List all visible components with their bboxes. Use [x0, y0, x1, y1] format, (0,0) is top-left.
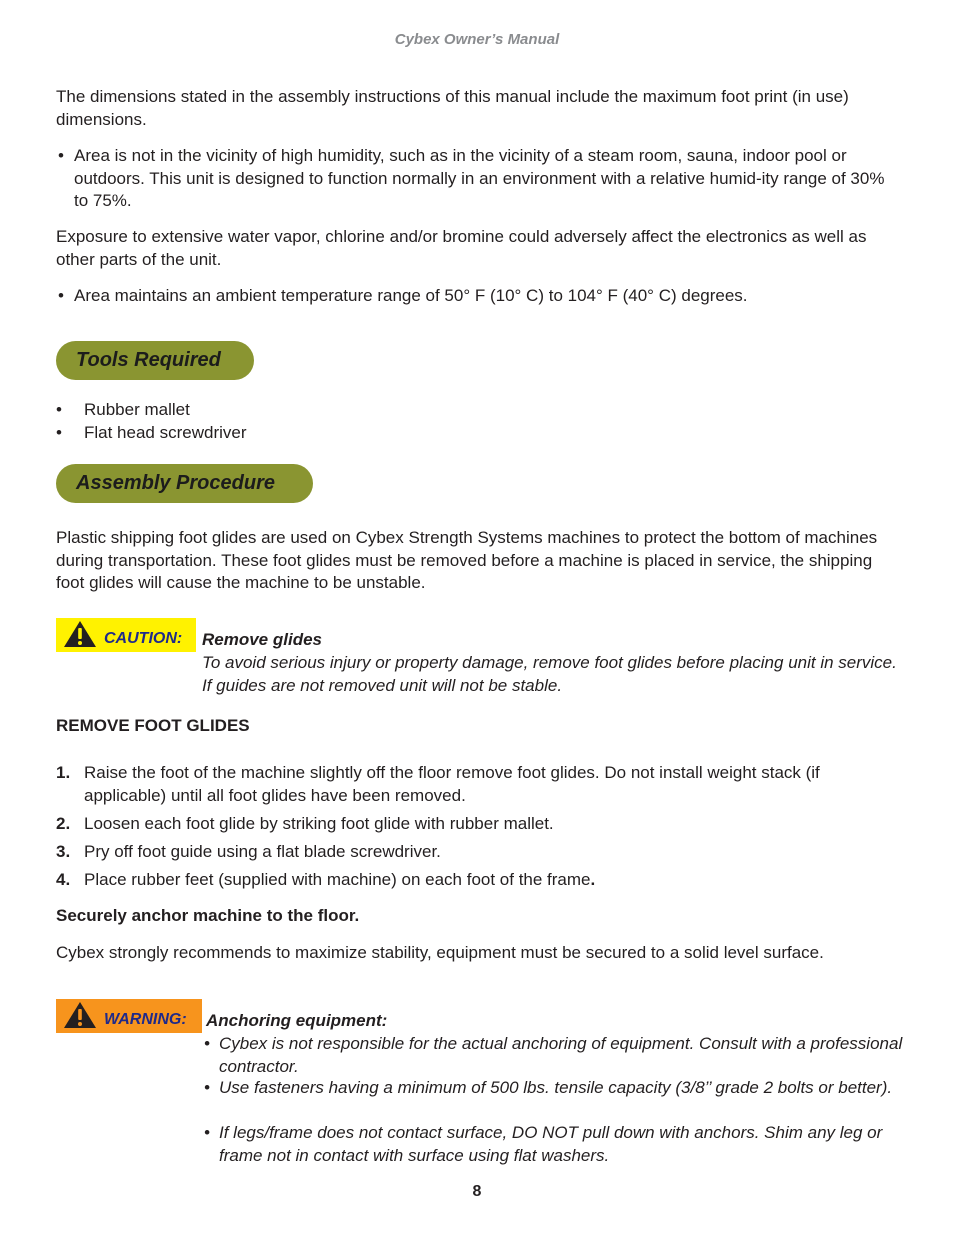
step-number: 2. [56, 814, 71, 833]
warning-flag [56, 999, 202, 1033]
warning-label: WARNING: [104, 1011, 187, 1028]
warning-triangle-icon [62, 1000, 98, 1030]
warning-title: Anchoring equipment: [206, 1011, 388, 1030]
step-text: Pry off foot guide using a flat blade screwdriver. [84, 842, 441, 861]
humidity-bullet-text: Area is not in the vicinity of high humidity, such as in the vicinity of a steam room, sauna, indoor pool or outdoors. This unit is designed to function normally in an environment with a relative humid-ity range of 30% to 75%. [74, 146, 885, 210]
glides-paragraph: Plastic shipping foot glides are used on Cybex Strength Systems machines to protect the bottom of machines during transportation. These foot glides must be removed before a machine is placed in service, the shipping foot glides will cause the machine to be unstable. [56, 528, 878, 592]
warning-item [204, 1033, 904, 1079]
caution-title: Remove glides [202, 630, 322, 649]
bullet-dot: • [56, 423, 62, 442]
temperature-bullet-text: Area maintains an ambient temperature range of 50° F (10° C) to 104° F (40° C) degrees. [74, 286, 748, 305]
anchor-paragraph: Cybex strongly recommends to maximize stability, equipment must be secured to a solid level surface. [56, 943, 824, 962]
caution-flag [56, 618, 196, 652]
assembly-procedure-heading: Assembly Procedure [56, 464, 313, 503]
bullet-dot: • [204, 1123, 210, 1142]
humidity-bullet [58, 145, 903, 213]
step-number: 4. [56, 870, 71, 889]
tool-item-text: Flat head screwdriver [84, 423, 247, 442]
running-header: Cybex Owner’s Manual [394, 31, 560, 48]
caution-body: To avoid serious injury or property damage, remove foot glides before placing unit in service. If guides are not removed unit will not be stable. [202, 653, 897, 695]
step-item [56, 762, 901, 808]
tool-item-text: Rubber mallet [84, 400, 190, 419]
step-item [56, 841, 901, 864]
tool-item [56, 421, 456, 444]
bullet-dot: • [58, 286, 64, 305]
tool-item [56, 398, 456, 421]
warning-item-text: If legs/frame does not contact surface, DO NOT pull down with anchors. Shim any leg or frame not in contact with surface using flat washers. [219, 1123, 883, 1165]
remove-foot-glides-heading: REMOVE FOOT GLIDES [56, 716, 250, 735]
bullet-dot: • [56, 400, 62, 419]
warning-triangle-icon [62, 619, 98, 649]
warning-item-text: Use fasteners having a minimum of 500 lbs. tensile capacity (3/8’’ grade 2 bolts or better). [219, 1078, 893, 1097]
step-text-period: . [590, 870, 596, 889]
caution-label: CAUTION: [104, 630, 183, 647]
anchor-heading: Securely anchor machine to the floor. [56, 906, 360, 925]
step-text: Raise the foot of the machine slightly off the floor remove foot glides. Do not install weight stack (if applicable) until all foot glides have been removed. [84, 763, 820, 805]
warning-item [204, 1122, 904, 1168]
warning-item [204, 1077, 904, 1123]
tools-required-heading: Tools Required [56, 341, 254, 380]
temperature-bullet [58, 285, 903, 308]
step-text: Loosen each foot glide by striking foot glide with rubber mallet. [84, 814, 554, 833]
step-item [56, 869, 901, 892]
step-number: 1. [56, 763, 71, 782]
warning-item-text: Cybex is not responsible for the actual anchoring of equipment. Consult with a professional contractor. [219, 1034, 903, 1076]
step-number: 3. [56, 842, 71, 861]
page-number: 8 [472, 1183, 482, 1200]
step-text-wrap [84, 869, 901, 892]
bullet-dot: • [58, 146, 64, 165]
bullet-dot: • [204, 1034, 210, 1053]
intro-paragraph: The dimensions stated in the assembly instructions of this manual include the maximum foot print (in use) dimensions. [56, 87, 849, 129]
bullet-dot: • [204, 1078, 210, 1097]
step-text: Place rubber feet (supplied with machine) on each foot of the frame [84, 870, 591, 889]
exposure-paragraph: Exposure to extensive water vapor, chlorine and/or bromine could adversely affect the electronics as well as other parts of the unit. [56, 227, 867, 269]
step-item [56, 813, 901, 836]
